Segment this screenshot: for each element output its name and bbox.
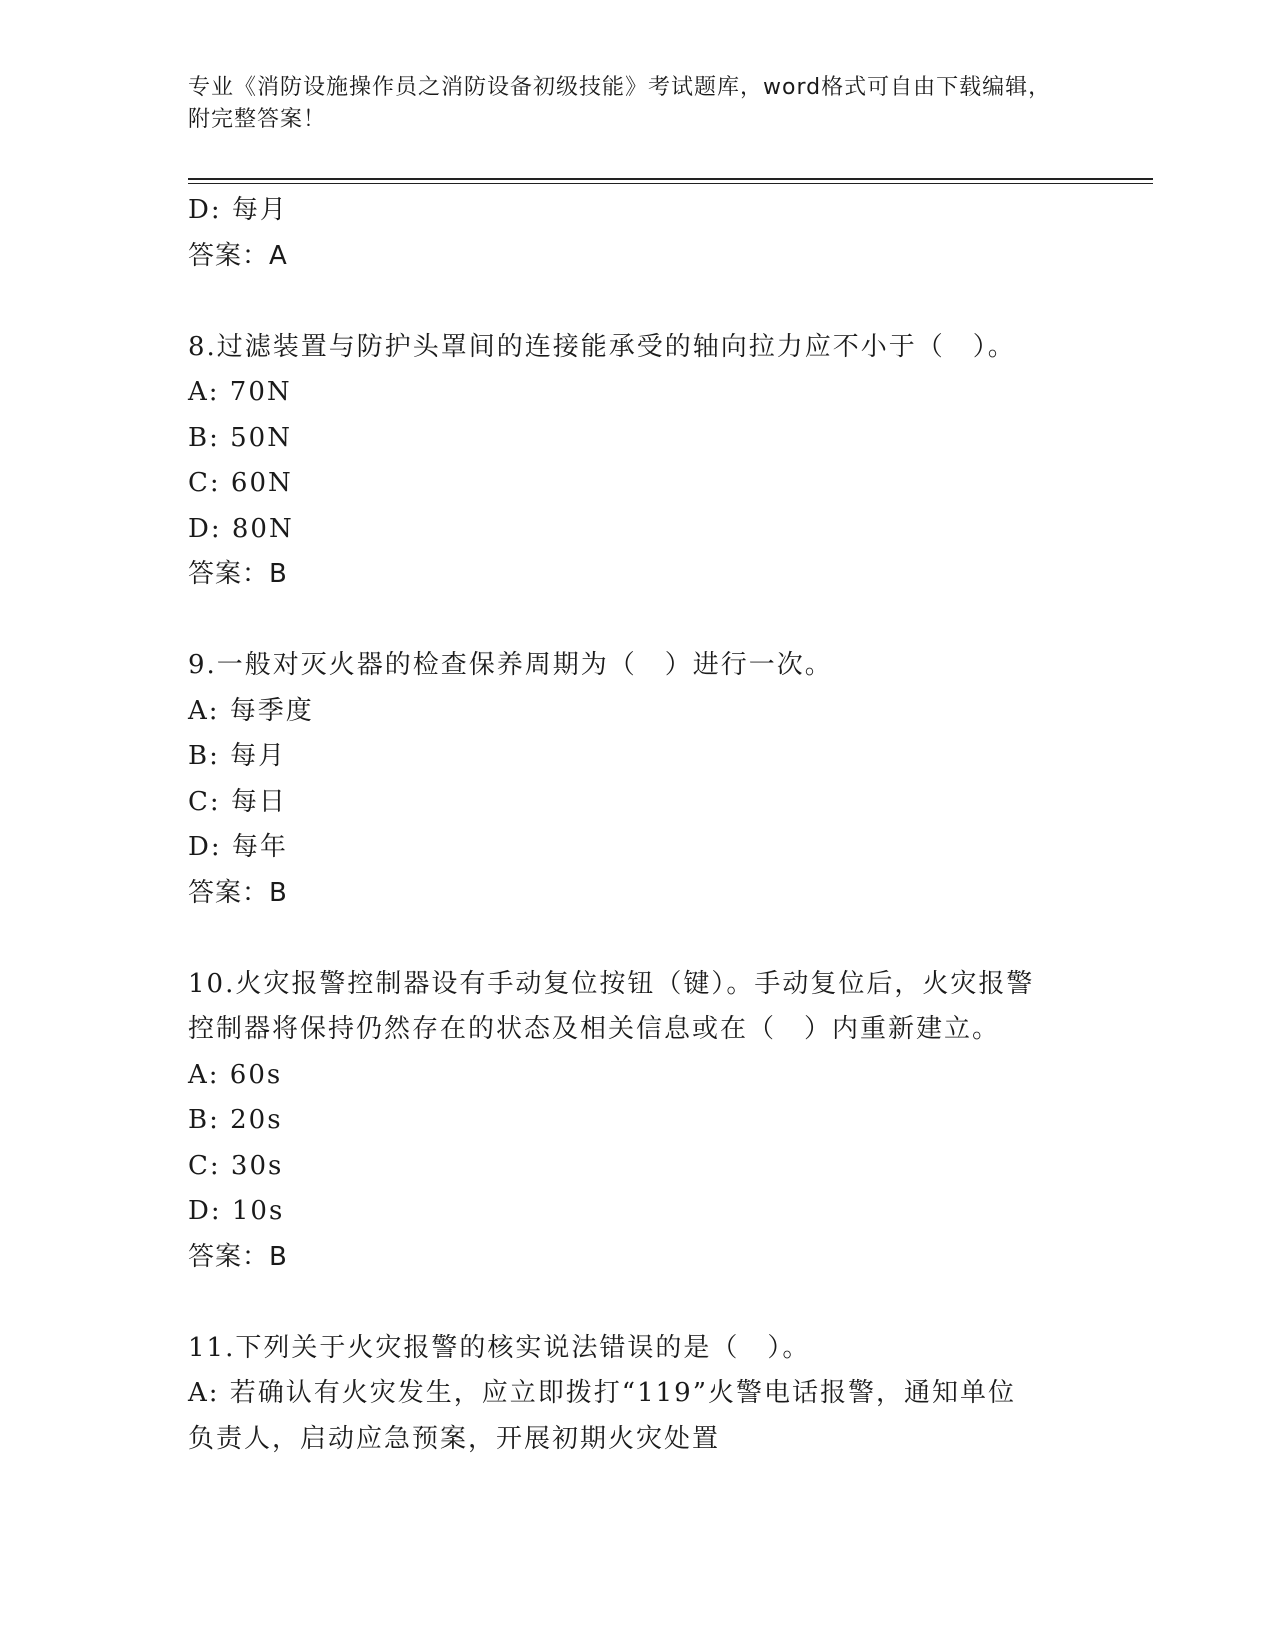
question-10-option-b: B: 20s xyxy=(188,1105,283,1135)
question-9-option-b: B: 每月 xyxy=(188,741,287,771)
question-9-option-d: D: 每年 xyxy=(188,832,288,862)
question-10-option-c: C: 30s xyxy=(188,1150,284,1181)
header-divider-thick xyxy=(188,178,1153,180)
question-8-option-d: D: 80N xyxy=(188,513,294,544)
question-10-option-a: A: 60s xyxy=(188,1059,283,1090)
question-10-option-d: D: 10s xyxy=(188,1196,285,1226)
prev-answer: 答案：A xyxy=(188,240,288,271)
question-10-answer: 答案：B xyxy=(188,1241,288,1272)
question-11-stem: 11.下列关于火灾报警的核实说法错误的是（ ）。 xyxy=(188,1332,811,1363)
question-10-stem-line1: 10.火灾报警控制器设有手动复位按钮（键）。手动复位后，火灾报警 xyxy=(188,968,1035,999)
header-divider-thin xyxy=(188,183,1153,184)
question-list xyxy=(188,188,1088,1462)
question-10-stem-line2: 控制器将保持仍然存在的状态及相关信息或在（ ）内重新建立。 xyxy=(188,1014,1001,1044)
question-9-answer: 答案：B xyxy=(188,877,288,908)
question-8-option-a: A: 70N xyxy=(188,377,292,407)
question-9-option-c: C: 每日 xyxy=(188,786,287,817)
question-8-option-b: B: 50N xyxy=(188,422,292,453)
question-8-option-c: C: 60N xyxy=(188,468,293,498)
question-8-stem: 8.过滤装置与防护头罩间的连接能承受的轴向拉力应不小于（ ）。 xyxy=(188,331,1016,362)
question-11-option-a-line2: 负责人，启动应急预案，开展初期火灾处置 xyxy=(188,1423,721,1454)
document-header: 专业《消防设施操作员之消防设备初级技能》考试题库，word格式可自由下载编辑，附完整答案！ xyxy=(188,75,1052,132)
prev-option-d: D: 每月 xyxy=(188,195,288,225)
question-11-option-a-line1: A: 若确认有火灾发生，应立即拨打“119”火警电话报警，通知单位 xyxy=(188,1378,1017,1408)
question-8-answer: 答案：B xyxy=(188,559,288,589)
question-9-stem: 9.一般对灭火器的检查保养周期为（ ）进行一次。 xyxy=(188,650,833,680)
question-9-option-a: A: 每季度 xyxy=(188,695,314,726)
